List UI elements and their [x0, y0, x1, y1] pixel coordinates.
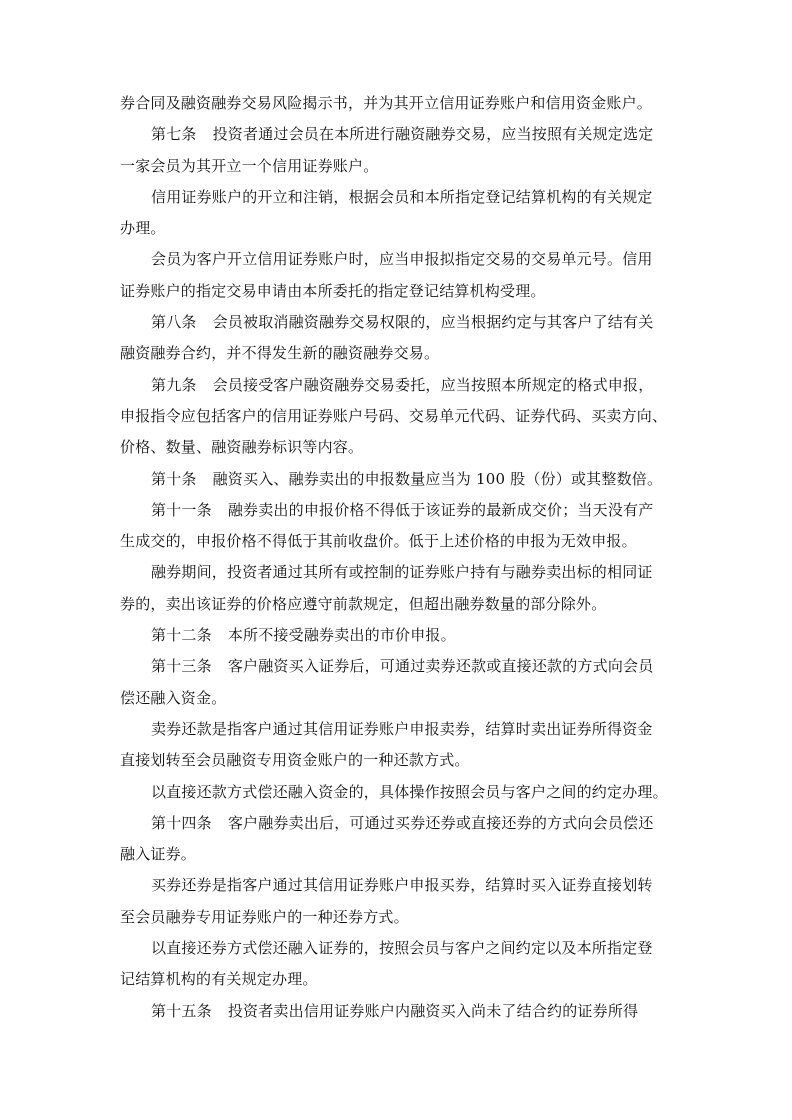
text-line: 卖券还款是指客户通过其信用证券账户申报卖券，结算时卖出证券所得资金 [151, 719, 653, 738]
article-7 [120, 119, 680, 182]
article-9 [120, 370, 680, 464]
text-line: 价格、数量、融资融券标识等内容。 [120, 438, 364, 457]
text-line: 至会员融券专用证券账户的一种还券方式。 [120, 907, 409, 926]
article-text: 客户融券卖出后，可通过买券还券或直接还券的方式向会员偿还 [227, 813, 654, 832]
paragraph-14 [120, 870, 680, 933]
text-line: 直接划转至会员融资专用资金账户的一种还款方式。 [120, 751, 470, 770]
article-number: 第九条 [151, 375, 197, 394]
text-line: 记结算机构的有关规定办理。 [120, 970, 318, 989]
text-line: 证券账户的指定交易申请由本所委托的指定登记结算机构受理。 [120, 281, 546, 300]
text-line: 会员为客户开立信用证券账户时，应当申报拟指定交易的交易单元号。信用 [151, 250, 653, 269]
article-text: 投资者通过会员在本所进行融资融券交易，应当按照有关规定选定 [212, 125, 654, 144]
text-line: 券的，卖出该证券的价格应遵守前款规定，但超出融券数量的部分除外。 [120, 594, 607, 613]
text-line [120, 464, 680, 495]
article-10 [120, 464, 680, 495]
paragraph-12 [120, 777, 680, 808]
article-number: 第十一条 [151, 500, 212, 519]
text-line: 申报指令应包括客户的信用证券账户号码、交易单元代码、证券代码、买卖方向、 [120, 406, 668, 425]
article-8 [120, 307, 680, 370]
article-text: 会员接受客户融资融券交易委托，应当按照本所规定的格式申报， [212, 375, 654, 394]
article-text: 会员被取消融资融券交易权限的，应当根据约定与其客户了结有关 [212, 313, 654, 332]
text-line [120, 651, 680, 682]
text-line [120, 307, 680, 338]
text-line [120, 370, 680, 401]
text-line [120, 119, 680, 150]
paragraph-2 [120, 182, 680, 245]
paragraph-3 [120, 244, 680, 307]
paragraph-15 [120, 933, 680, 996]
text-line: 一家会员为其开立一个信用证券账户。 [120, 156, 379, 175]
text-line: 买券还券是指客户通过其信用证券账户申报买券，结算时买入证券直接划转 [151, 876, 653, 895]
text-line [120, 495, 680, 526]
text-line: 以直接还券方式偿还融入证券的，按照会员与客户之间约定以及本所指定登 [151, 939, 653, 958]
article-13 [120, 651, 680, 714]
text-line: 办理。 [120, 219, 166, 238]
article-12 [120, 620, 680, 651]
article-number: 第十二条 [151, 626, 212, 645]
article-text: 融券卖出的申报价格不得低于该证券的最新成交价；当天没有产 [227, 500, 654, 519]
article-number: 第七条 [151, 125, 197, 144]
text-line: 生成交的，申报价格不得低于其前收盘价。低于上述价格的申报为无效申报。 [120, 532, 637, 551]
article-number: 第十三条 [151, 657, 212, 676]
text-line [120, 620, 680, 651]
article-text: 融资买入、融券卖出的申报数量应当为 100 股（份）或其整数倍。 [212, 469, 663, 488]
text-line: 券合同及融资融券交易风险揭示书，并为其开立信用证券账户和信用资金账户。 [120, 94, 653, 112]
article-number: 第十条 [151, 469, 197, 488]
text-line: 偿还融入资金。 [120, 688, 227, 707]
article-number: 第十四条 [151, 813, 212, 832]
article-15 [120, 996, 680, 1027]
paragraph-11 [120, 714, 680, 777]
article-14 [120, 808, 680, 871]
text-line: 融入证券。 [120, 845, 197, 864]
text-line [120, 996, 680, 1027]
article-text: 本所不接受融券卖出的市价申报。 [227, 626, 456, 645]
text-line [120, 808, 680, 839]
article-11 [120, 495, 680, 558]
text-line: 融券期间，投资者通过其所有或控制的证券账户持有与融券卖出标的相同证 [151, 563, 653, 582]
article-number: 第十五条 [151, 1001, 212, 1020]
article-text: 投资者卖出信用证券账户内融资买入尚未了结合约的证券所得 [227, 1001, 639, 1020]
paragraph-8 [120, 557, 680, 620]
document-page [120, 88, 680, 1027]
text-line: 信用证券账户的开立和注销，根据会员和本所指定登记结算机构的有关规定 [151, 187, 653, 206]
article-text: 客户融资买入证券后，可通过卖券还款或直接还款的方式向会员 [227, 657, 654, 676]
article-number: 第八条 [151, 313, 197, 332]
paragraph-0 [120, 88, 680, 119]
text-line: 融资融券合约，并不得发生新的融资融券交易。 [120, 344, 440, 363]
text-line: 以直接还款方式偿还融入资金的，具体操作按照会员与客户之间的约定办理。 [151, 782, 668, 801]
